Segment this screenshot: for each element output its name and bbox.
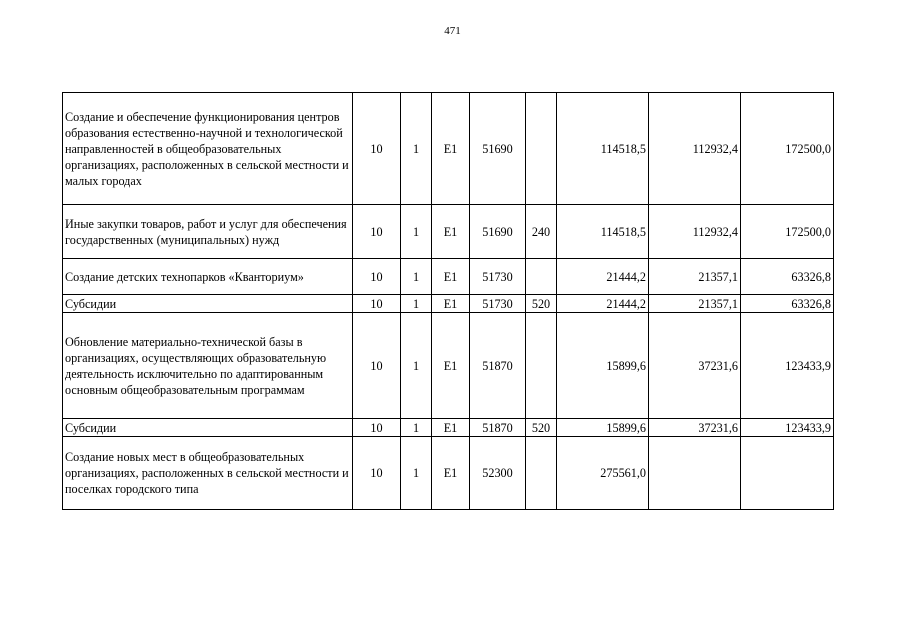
amount-year-3: 63326,8	[741, 295, 834, 313]
row-name: Создание и обеспечение функционирования центров образования естественно-научной и технологической направленностей в общеобразовательных организациях, расположенных в сельской местности и малых городах	[63, 93, 353, 205]
amount-year-1: 275561,0	[557, 437, 649, 510]
amount-year-2	[649, 437, 741, 510]
direction-code: 51730	[470, 259, 526, 295]
section-code: 10	[353, 419, 401, 437]
amount-year-2: 21357,1	[649, 295, 741, 313]
amount-year-3	[741, 437, 834, 510]
amount-year-3: 63326,8	[741, 259, 834, 295]
amount-year-2: 112932,4	[649, 93, 741, 205]
table-row	[63, 295, 834, 313]
amount-year-1: 114518,5	[557, 205, 649, 259]
subsection-code: 1	[401, 259, 432, 295]
direction-code: 51870	[470, 419, 526, 437]
expense-type-code	[526, 93, 557, 205]
row-name: Создание детских технопарков «Кванториум»	[63, 259, 353, 295]
program-code: E1	[432, 259, 470, 295]
section-code: 10	[353, 437, 401, 510]
expense-type-code: 240	[526, 205, 557, 259]
amount-year-1: 114518,5	[557, 93, 649, 205]
page-number: 471	[444, 25, 461, 37]
program-code: E1	[432, 313, 470, 419]
direction-code: 51690	[470, 93, 526, 205]
budget-table	[62, 92, 834, 510]
expense-type-code	[526, 259, 557, 295]
program-code: E1	[432, 295, 470, 313]
amount-year-2: 112932,4	[649, 205, 741, 259]
amount-year-2: 37231,6	[649, 313, 741, 419]
section-code: 10	[353, 93, 401, 205]
program-code: E1	[432, 205, 470, 259]
program-code: E1	[432, 419, 470, 437]
amount-year-3: 172500,0	[741, 205, 834, 259]
section-code: 10	[353, 313, 401, 419]
section-code: 10	[353, 259, 401, 295]
table-row	[63, 259, 834, 295]
section-code: 10	[353, 295, 401, 313]
direction-code: 51690	[470, 205, 526, 259]
table-row	[63, 313, 834, 419]
row-name: Обновление материально-технической базы в организациях, осуществляющих образовательную деятельность исключительно по адаптированным основным общеобразовательным программам	[63, 313, 353, 419]
table-row	[63, 205, 834, 259]
row-name: Иные закупки товаров, работ и услуг для обеспечения государственных (муниципальных) нужд	[63, 205, 353, 259]
row-name: Создание новых мест в общеобразовательных организациях, расположенных в сельской местности и поселках городского типа	[63, 437, 353, 510]
direction-code: 51730	[470, 295, 526, 313]
subsection-code: 1	[401, 437, 432, 510]
table-row	[63, 437, 834, 510]
expense-type-code	[526, 313, 557, 419]
amount-year-3: 123433,9	[741, 419, 834, 437]
subsection-code: 1	[401, 295, 432, 313]
section-code: 10	[353, 205, 401, 259]
amount-year-2: 21357,1	[649, 259, 741, 295]
amount-year-1: 15899,6	[557, 419, 649, 437]
expense-type-code	[526, 437, 557, 510]
amount-year-1: 15899,6	[557, 313, 649, 419]
program-code: E1	[432, 437, 470, 510]
subsection-code: 1	[401, 205, 432, 259]
amount-year-3: 123433,9	[741, 313, 834, 419]
subsection-code: 1	[401, 93, 432, 205]
table-row	[63, 93, 834, 205]
expense-type-code: 520	[526, 419, 557, 437]
direction-code: 52300	[470, 437, 526, 510]
subsection-code: 1	[401, 419, 432, 437]
direction-code: 51870	[470, 313, 526, 419]
program-code: E1	[432, 93, 470, 205]
expense-type-code: 520	[526, 295, 557, 313]
row-name: Субсидии	[63, 295, 353, 313]
amount-year-1: 21444,2	[557, 259, 649, 295]
amount-year-2: 37231,6	[649, 419, 741, 437]
amount-year-1: 21444,2	[557, 295, 649, 313]
subsection-code: 1	[401, 313, 432, 419]
amount-year-3: 172500,0	[741, 93, 834, 205]
row-name: Субсидии	[63, 419, 353, 437]
table-row	[63, 419, 834, 437]
